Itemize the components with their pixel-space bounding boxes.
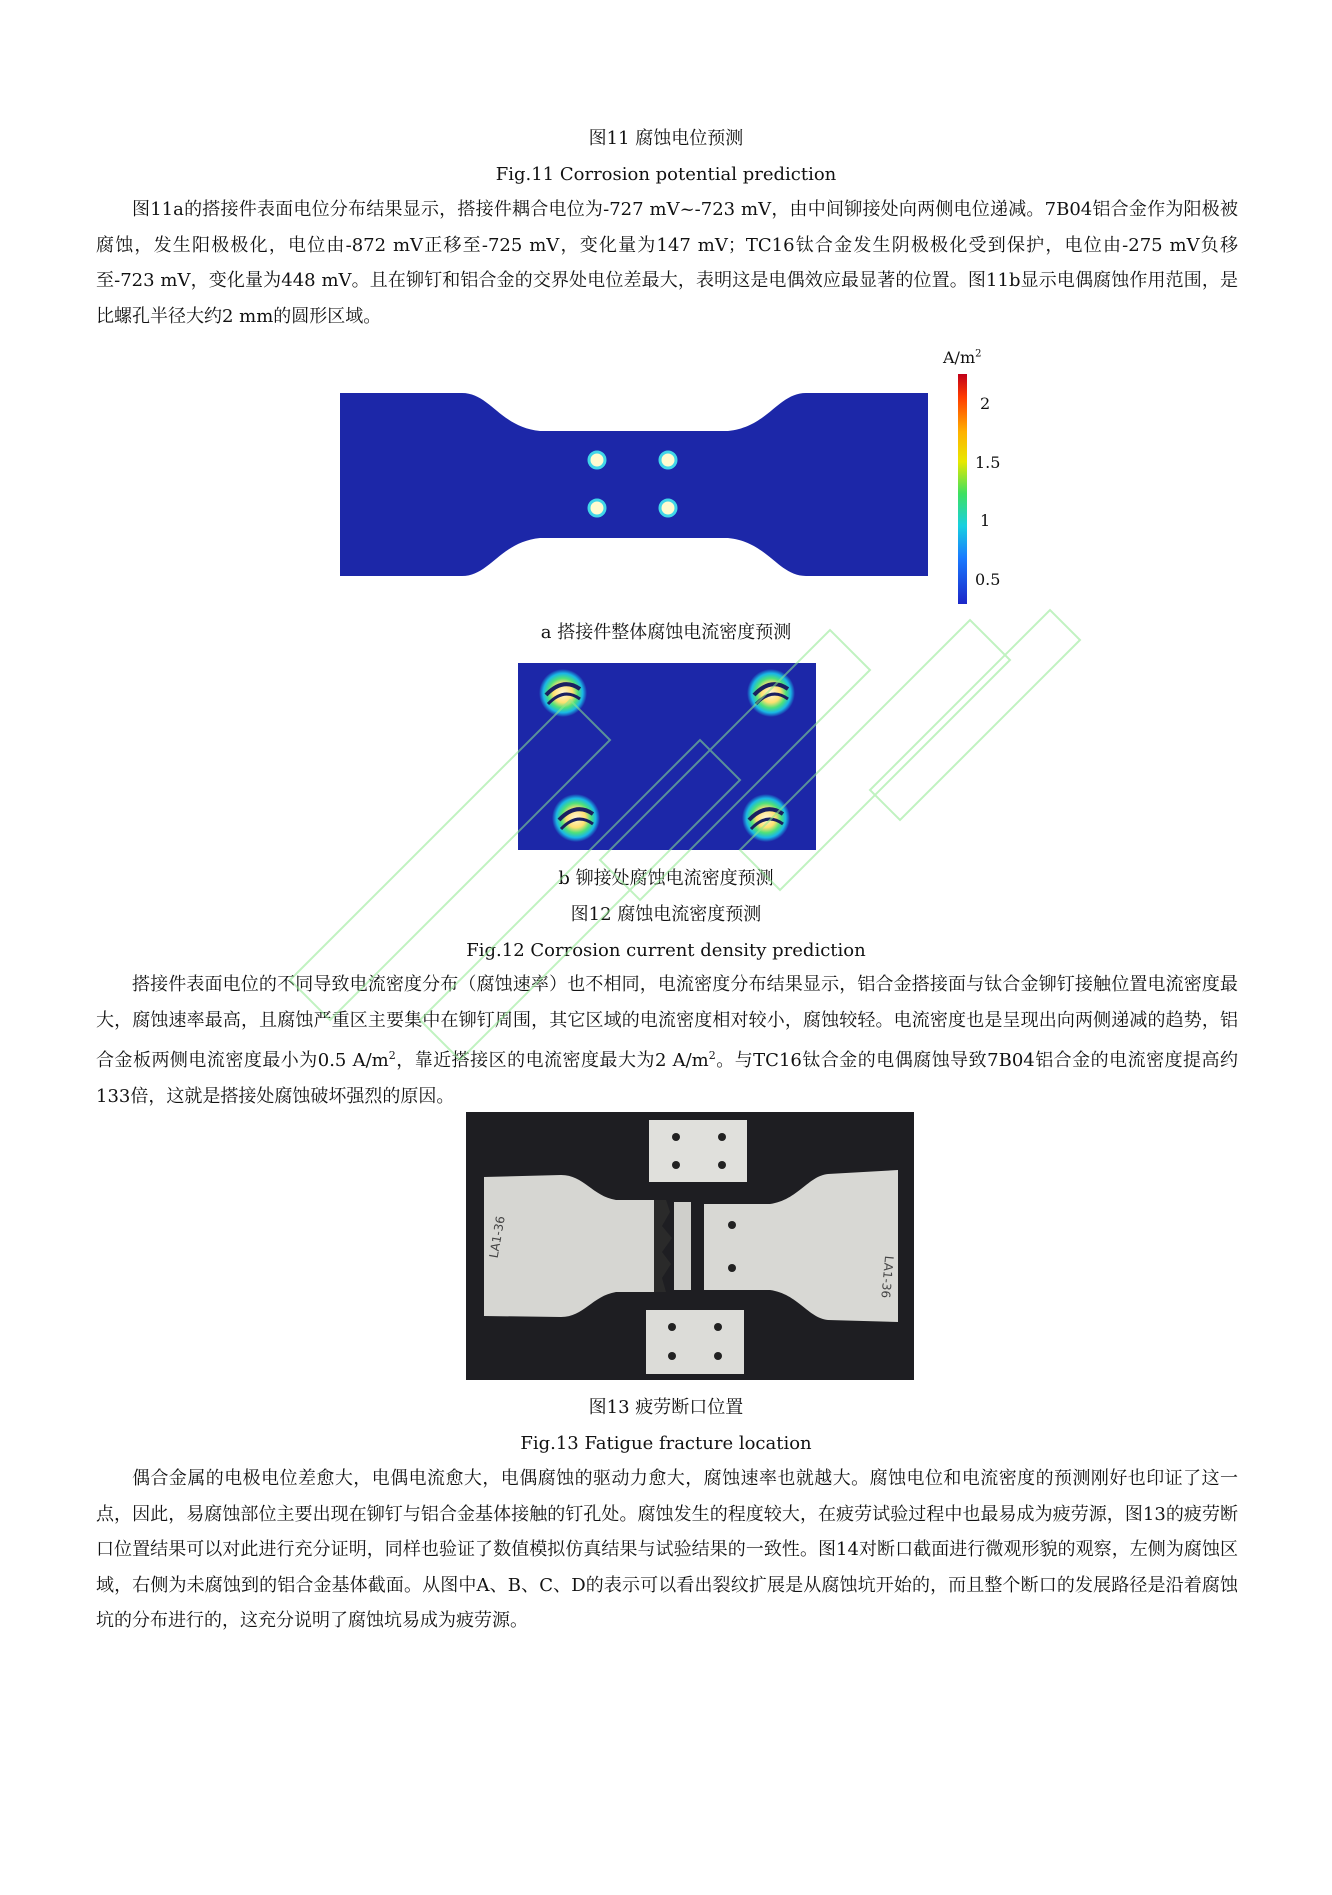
rivet-hotspots xyxy=(539,669,795,842)
paragraph-current-density: 搭接件表面电位的不同导致电流密度分布（腐蚀速率）也不相同，电流密度分布结果显示，铝合金搭接面与钛合金铆钉接触位置电流密度最大，腐蚀速率最高，且腐蚀严重区主要集中在铆钉周围，其它区域的电流密度相对较小，腐蚀较轻。电流密度也是呈现出向两侧递减的趋势，铝合金板两侧电流密度最小为0.5 $A/m^2$，靠近搭接区的电流密度最大为2 $A/m^2$。与TC16钛合金的电偶腐蚀导致7B04铝合金的电流密度提高约133倍，这就是搭接处腐蚀破坏强烈的原因。 xyxy=(96,974,1239,1107)
specimen-label-right: LA1-36 xyxy=(878,1255,897,1299)
fig12b-subcaption: b 铆接处腐蚀电流密度预测 xyxy=(558,868,774,889)
fig13-caption-cn: 图13 疲劳断口位置 xyxy=(588,1397,744,1418)
fig12-caption-cn: 图12 腐蚀电流密度预测 xyxy=(570,904,762,925)
fig11-caption-en: Fig.11 Corrosion potential prediction xyxy=(495,164,837,185)
colorbar xyxy=(958,374,967,604)
specimen-label-left: LA1-36 xyxy=(486,1214,508,1260)
fig11-caption-cn: 图11 腐蚀电位预测 xyxy=(588,128,744,149)
fig12-caption-en: Fig.12 Corrosion current density prediction xyxy=(466,940,866,961)
fig12a-current-density-map xyxy=(340,393,928,576)
fig12b-rivet-current-density-map xyxy=(518,663,816,850)
fig13-fracture-photo xyxy=(466,1112,914,1380)
colorbar-tick-1: 1 xyxy=(980,511,991,530)
colorbar-unit: $A/m^2$ xyxy=(943,348,982,367)
fig13-caption-en: Fig.13 Fatigue fracture location xyxy=(520,1433,812,1454)
paragraph-potential: 图11a的搭接件表面电位分布结果显示，搭接件耦合电位为-727 mV~-723 mV，由中间铆接处向两侧电位递减。7B04铝合金作为阳极被腐蚀，发生阳极极化，电位由-872 mV正移至-725 mV，变化量为147 mV；TC16钛合金发生阴极极化受到保护，电位由-275 mV负移至-723 mV，变化量为448 mV。且在铆钉和铝合金的交界处电位差最大，表明这是电偶效应最显著的位置。图11b显示电偶腐蚀作用范围，是比螺孔半径大约2 mm的圆形区域。 xyxy=(96,199,1238,327)
colorbar-tick-0.5: 0.5 xyxy=(975,570,1001,589)
paragraph-fatigue: 偶合金属的电极电位差愈大，电偶电流愈大，电偶腐蚀的驱动力愈大，腐蚀速率也就越大。腐蚀电位和电流密度的预测刚好也印证了这一点，因此，易腐蚀部位主要出现在铆钉与铝合金基体接触的钉孔处。腐蚀发生的程度较大，在疲劳试验过程中也最易成为疲劳源，图13的疲劳断口位置结果可以对此进行充分证明，同样也验证了数值模拟仿真结果与试验结果的一致性。图14对断口截面进行微观形貌的观察，左侧为腐蚀区域，右侧为未腐蚀到的铝合金基体截面。从图中A、B、C、D的表示可以看出裂纹扩展是从腐蚀坑开始的，而且整个断口的发展路径是沿着腐蚀坑的分布进行的，这充分说明了腐蚀坑易成为疲劳源。 xyxy=(96,1468,1238,1631)
colorbar-tick-1.5: 1.5 xyxy=(975,453,1001,472)
fig12a-subcaption: a 搭接件整体腐蚀电流密度预测 xyxy=(540,622,792,643)
colorbar-tick-2: 2 xyxy=(980,394,991,413)
